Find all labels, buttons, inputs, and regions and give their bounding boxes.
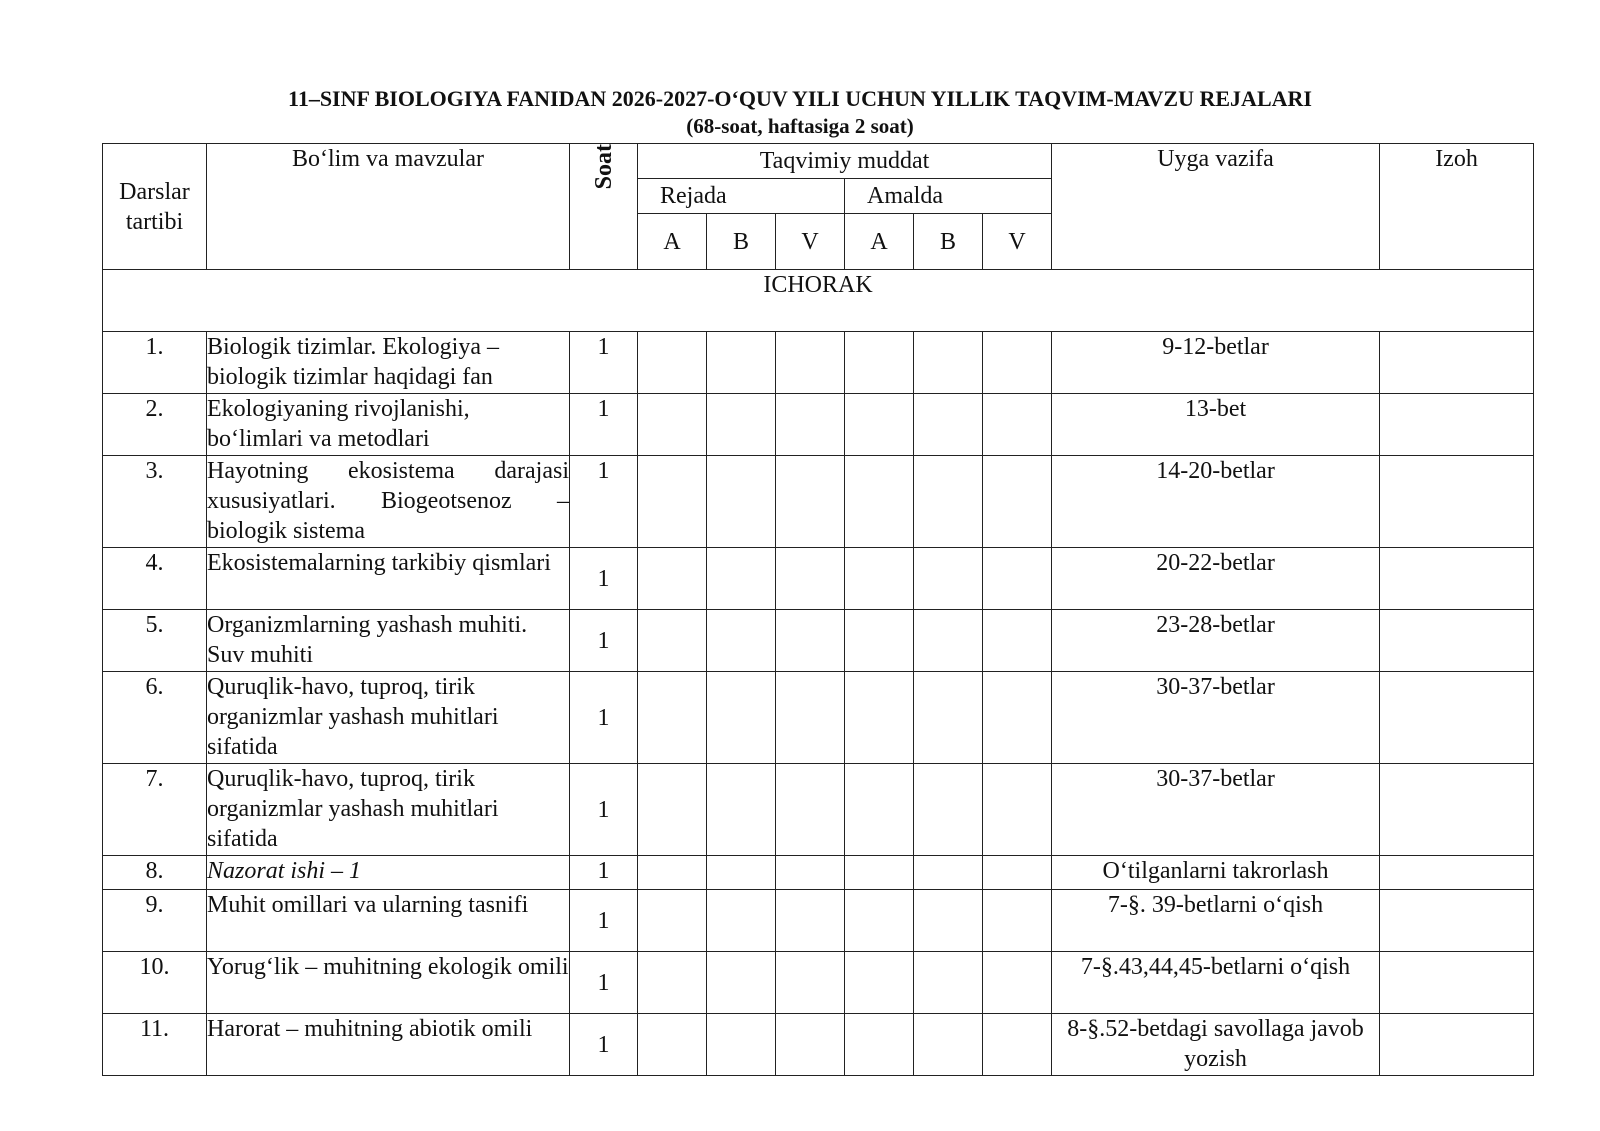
date-cell — [914, 332, 983, 394]
row-note — [1380, 394, 1534, 456]
date-cell — [776, 610, 845, 672]
document-subtitle: (68-soat, haftasiga 2 soat) — [686, 114, 914, 138]
date-cell — [638, 856, 707, 890]
row-number: 3. — [103, 456, 207, 548]
date-cell — [914, 548, 983, 610]
header-order: Darslar tartibi — [103, 144, 207, 270]
row-homework: 30-37-betlar — [1052, 672, 1380, 764]
date-cell — [983, 890, 1052, 952]
row-homework: 7-§. 39-betlarni o‘qish — [1052, 890, 1380, 952]
date-cell — [638, 610, 707, 672]
header-class-b: B — [707, 214, 776, 270]
row-note — [1380, 764, 1534, 856]
date-cell — [845, 456, 914, 548]
date-cell — [914, 952, 983, 1014]
row-homework: 14-20-betlar — [1052, 456, 1380, 548]
row-hours: 1 — [570, 890, 638, 952]
table-header — [103, 144, 1534, 270]
row-topic: Quruqlik-havo, tuproq, tirik organizmlar yashash muhitlari sifatida — [207, 764, 570, 856]
row-topic: Hayotning ekosistema darajasi xususiyatlari. Biogeotsenoz – biologik sistema — [207, 456, 570, 548]
date-cell — [776, 332, 845, 394]
date-cell — [638, 764, 707, 856]
row-number: 7. — [103, 764, 207, 856]
row-note — [1380, 610, 1534, 672]
row-topic: Quruqlik-havo, tuproq, tirik organizmlar yashash muhitlari sifatida — [207, 672, 570, 764]
date-cell — [845, 548, 914, 610]
date-cell — [638, 890, 707, 952]
header-topics: Bo‘lim va mavzular — [207, 144, 570, 270]
table-row — [103, 890, 1534, 952]
row-note — [1380, 952, 1534, 1014]
section-title: ICHORAK — [103, 270, 1534, 332]
date-cell — [914, 1014, 983, 1076]
table-row — [103, 952, 1534, 1014]
row-hours: 1 — [570, 856, 638, 890]
row-note — [1380, 890, 1534, 952]
row-hours: 1 — [570, 1014, 638, 1076]
header-note: Izoh — [1380, 144, 1534, 270]
date-cell — [845, 856, 914, 890]
row-note — [1380, 1014, 1534, 1076]
date-cell — [983, 856, 1052, 890]
row-number: 4. — [103, 548, 207, 610]
row-number: 2. — [103, 394, 207, 456]
row-topic: Ekosistemalarning tarkibiy qismlari — [207, 548, 570, 610]
date-cell — [845, 610, 914, 672]
date-cell — [983, 610, 1052, 672]
date-cell — [638, 456, 707, 548]
row-hours: 1 — [570, 332, 638, 394]
date-cell — [914, 394, 983, 456]
date-cell — [983, 394, 1052, 456]
date-cell — [914, 456, 983, 548]
table-row — [103, 332, 1534, 394]
date-cell — [776, 952, 845, 1014]
row-topic: Nazorat ishi – 1 — [207, 856, 570, 890]
date-cell — [845, 1014, 914, 1076]
date-cell — [983, 332, 1052, 394]
date-cell — [638, 332, 707, 394]
row-topic: Yorug‘lik – muhitning ekologik omili — [207, 952, 570, 1014]
date-cell — [914, 610, 983, 672]
row-hours: 1 — [570, 548, 638, 610]
row-hours: 1 — [570, 456, 638, 548]
date-cell — [776, 764, 845, 856]
header-hours: Soat — [570, 144, 638, 270]
row-number: 11. — [103, 1014, 207, 1076]
date-cell — [776, 456, 845, 548]
row-hours: 1 — [570, 952, 638, 1014]
date-cell — [914, 672, 983, 764]
header-class-v: V — [983, 214, 1052, 270]
date-cell — [776, 856, 845, 890]
row-hours: 1 — [570, 610, 638, 672]
table-row — [103, 672, 1534, 764]
row-homework: 30-37-betlar — [1052, 764, 1380, 856]
date-cell — [983, 548, 1052, 610]
row-homework: 20-22-betlar — [1052, 548, 1380, 610]
date-cell — [638, 672, 707, 764]
row-homework: 13-bet — [1052, 394, 1380, 456]
date-cell — [845, 394, 914, 456]
row-number: 10. — [103, 952, 207, 1014]
date-cell — [845, 890, 914, 952]
date-cell — [707, 764, 776, 856]
row-number: 5. — [103, 610, 207, 672]
date-cell — [983, 1014, 1052, 1076]
row-note — [1380, 332, 1534, 394]
date-cell — [707, 952, 776, 1014]
date-cell — [707, 672, 776, 764]
date-cell — [983, 456, 1052, 548]
date-cell — [707, 890, 776, 952]
row-topic: Ekologiyaning rivojlanishi, bo‘limlari va metodlari — [207, 394, 570, 456]
header-class-a: A — [638, 214, 707, 270]
date-cell — [845, 332, 914, 394]
date-cell — [776, 672, 845, 764]
date-cell — [914, 764, 983, 856]
row-topic: Organizmlarning yashash muhiti. Suv muhiti — [207, 610, 570, 672]
date-cell — [776, 548, 845, 610]
table-row — [103, 610, 1534, 672]
table-row — [103, 394, 1534, 456]
row-hours: 1 — [570, 764, 638, 856]
date-cell — [914, 890, 983, 952]
row-number: 8. — [103, 856, 207, 890]
row-number: 9. — [103, 890, 207, 952]
row-homework: 8-§.52-betdagi savollaga javob yozish — [1052, 1014, 1380, 1076]
date-cell — [707, 548, 776, 610]
header-calendar: Taqvimiy muddat — [638, 144, 1052, 179]
header-homework: Uyga vazifa — [1052, 144, 1380, 270]
row-topic: Biologik tizimlar. Ekologiya – biologik tizimlar haqidagi fan — [207, 332, 570, 394]
row-note — [1380, 456, 1534, 548]
table-row — [103, 1014, 1534, 1076]
row-homework: O‘tilganlarni takrorlash — [1052, 856, 1380, 890]
date-cell — [776, 890, 845, 952]
date-cell — [638, 952, 707, 1014]
date-cell — [707, 1014, 776, 1076]
table-row — [103, 548, 1534, 610]
table-row — [103, 764, 1534, 856]
row-hours: 1 — [570, 394, 638, 456]
table-row — [103, 856, 1534, 890]
header-class-b: B — [914, 214, 983, 270]
date-cell — [638, 394, 707, 456]
header-class-a: A — [845, 214, 914, 270]
row-number: 6. — [103, 672, 207, 764]
document-title: 11–SINF BIOLOGIYA FANIDAN 2026-2027-O‘QUV YILI UCHUN YILLIK TAQVIM-MAVZU REJALARI — [288, 86, 1312, 111]
row-homework: 7-§.43,44,45-betlarni o‘qish — [1052, 952, 1380, 1014]
date-cell — [638, 548, 707, 610]
date-cell — [707, 610, 776, 672]
date-cell — [707, 456, 776, 548]
date-cell — [845, 672, 914, 764]
row-topic: Muhit omillari va ularning tasnifi — [207, 890, 570, 952]
date-cell — [983, 672, 1052, 764]
date-cell — [983, 952, 1052, 1014]
row-topic: Harorat – muhitning abiotik omili — [207, 1014, 570, 1076]
date-cell — [707, 856, 776, 890]
date-cell — [707, 332, 776, 394]
header-planned: Rejada — [638, 179, 845, 214]
row-homework: 9-12-betlar — [1052, 332, 1380, 394]
row-homework: 23-28-betlar — [1052, 610, 1380, 672]
date-cell — [638, 1014, 707, 1076]
row-note — [1380, 856, 1534, 890]
header-class-v: V — [776, 214, 845, 270]
date-cell — [845, 764, 914, 856]
row-note — [1380, 548, 1534, 610]
date-cell — [707, 394, 776, 456]
plan-table — [102, 143, 1534, 1076]
date-cell — [845, 952, 914, 1014]
date-cell — [914, 856, 983, 890]
row-number: 1. — [103, 332, 207, 394]
date-cell — [776, 1014, 845, 1076]
header-actual: Amalda — [845, 179, 1052, 214]
date-cell — [983, 764, 1052, 856]
table-row — [103, 456, 1534, 548]
date-cell — [776, 394, 845, 456]
row-note — [1380, 672, 1534, 764]
row-hours: 1 — [570, 672, 638, 764]
